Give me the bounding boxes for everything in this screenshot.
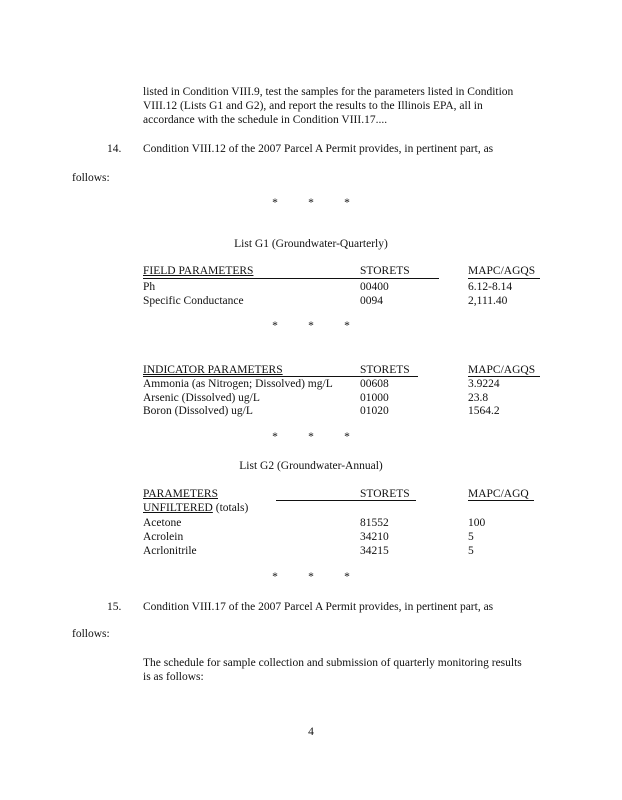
table-row: Acrolein xyxy=(143,531,184,543)
list-g1-title: List G1 (Groundwater-Quarterly) xyxy=(234,238,388,250)
field-header-storets: STORETS xyxy=(360,265,410,277)
g2-header-mapc: MAPC/AGQ xyxy=(468,488,529,500)
field-header-parameters: FIELD PARAMETERS xyxy=(143,265,254,277)
table-cell: 01000 xyxy=(360,392,389,404)
indicator-header-parameters: INDICATOR PARAMETERS xyxy=(143,364,283,376)
g2-subheader: UNFILTERED (totals) xyxy=(143,502,249,514)
g2-header-storets: STORETS xyxy=(360,488,410,500)
table-cell: 81552 xyxy=(360,517,389,529)
intro-line-2: VIII.12 (Lists G1 and G2), and report the results to the Illinois EPA, all in xyxy=(143,100,483,112)
indicator-header-storets: STORETS xyxy=(360,364,410,376)
g2-header-parameters: PARAMETERS xyxy=(143,488,218,500)
para-14-number: 14. xyxy=(107,143,122,155)
table-cell: 01020 xyxy=(360,405,389,417)
g2-header-rule xyxy=(276,500,416,501)
table-cell: 34215 xyxy=(360,545,389,557)
table-row: Specific Conductance xyxy=(143,295,244,307)
table-row: Acrlonitrile xyxy=(143,545,197,557)
indicator-header-mapc: MAPC/AGQS xyxy=(468,364,536,376)
page-number: 4 xyxy=(308,726,314,738)
table-cell: 6.12-8.14 xyxy=(468,281,513,293)
ellipsis-stars: * * * xyxy=(272,320,350,332)
ellipsis-stars: * * * xyxy=(272,431,350,443)
ellipsis-stars: * * * xyxy=(272,197,350,209)
table-cell: 2,111.40 xyxy=(468,295,508,307)
table-cell: 23.8 xyxy=(468,392,489,404)
para-14-text: Condition VIII.12 of the 2007 Parcel A Permit provides, in pertinent part, as xyxy=(143,143,494,155)
list-g2-title: List G2 (Groundwater-Annual) xyxy=(239,460,383,472)
table-row: Ammonia (as Nitrogen; Dissolved) mg/L xyxy=(143,378,333,390)
table-cell: 5 xyxy=(468,545,474,557)
table-row: Arsenic (Dissolved) ug/L xyxy=(143,392,260,404)
indicator-header-rule xyxy=(143,376,418,377)
table-cell: 0094 xyxy=(360,295,383,307)
table-cell: 1564.2 xyxy=(468,405,500,417)
table-cell: 00608 xyxy=(360,378,389,390)
table-cell: 100 xyxy=(468,517,486,529)
intro-line-3: accordance with the schedule in Condition VIII.17.... xyxy=(143,114,388,126)
table-cell: 34210 xyxy=(360,531,389,543)
ellipsis-stars: * * * xyxy=(272,571,350,583)
table-cell: 5 xyxy=(468,531,474,543)
field-header-mapc: MAPC/AGQS xyxy=(468,265,536,277)
g2-header-rule-2 xyxy=(468,500,534,501)
indicator-header-rule-2 xyxy=(468,376,540,377)
para-14-cont: follows: xyxy=(72,172,110,184)
quote-15-line-1: The schedule for sample collection and submission of quarterly monitoring results xyxy=(143,657,522,669)
quote-15-line-2: is as follows: xyxy=(143,671,204,683)
table-row: Ph xyxy=(143,281,156,293)
para-15-number: 15. xyxy=(107,601,122,613)
table-row: Boron (Dissolved) ug/L xyxy=(143,405,253,417)
table-cell: 3.9224 xyxy=(468,378,500,390)
para-15-cont: follows: xyxy=(72,628,110,640)
field-header-rule-2 xyxy=(468,278,540,279)
table-cell: 00400 xyxy=(360,281,389,293)
intro-line-1: listed in Condition VIII.9, test the samples for the parameters listed in Condition xyxy=(143,86,514,98)
para-15-text: Condition VIII.17 of the 2007 Parcel A Permit provides, in pertinent part, as xyxy=(143,601,494,613)
field-header-rule xyxy=(143,278,439,279)
table-row: Acetone xyxy=(143,517,182,529)
